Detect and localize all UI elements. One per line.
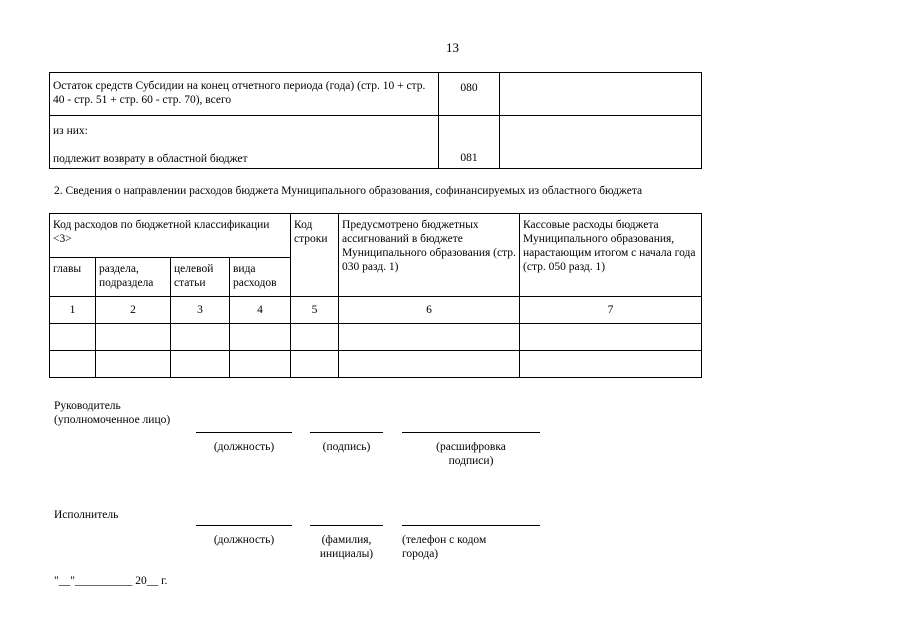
- page-number: 13: [446, 40, 459, 55]
- data-cell[interactable]: [171, 351, 230, 378]
- data-cell[interactable]: [50, 351, 96, 378]
- table-row: [50, 73, 702, 116]
- column-number: 5: [291, 297, 339, 324]
- position-caption: (должность): [213, 534, 275, 546]
- signature-line[interactable]: [196, 525, 292, 526]
- data-cell[interactable]: [339, 351, 520, 378]
- head-label-line1: Руководитель: [54, 400, 121, 412]
- data-cell[interactable]: [520, 324, 702, 351]
- signature-line[interactable]: [196, 432, 292, 433]
- value-cell[interactable]: [500, 73, 702, 116]
- table-row: [50, 116, 702, 169]
- return-to-budget-label: подлежит возврату в областной бюджет: [53, 153, 248, 165]
- data-cell[interactable]: [520, 351, 702, 378]
- table-row: [50, 351, 702, 378]
- return-description: [50, 116, 439, 169]
- phone-caption: (телефон с кодом города): [402, 534, 487, 560]
- data-cell[interactable]: [339, 324, 520, 351]
- column-number: 1: [50, 297, 96, 324]
- subsidy-balance-table: [49, 72, 702, 169]
- head-label-line2: (уполномоченное лицо): [54, 414, 171, 426]
- column-number: 4: [230, 297, 291, 324]
- data-cell[interactable]: [171, 324, 230, 351]
- section-header: раздела, подраздела: [96, 258, 171, 297]
- column-number: 6: [339, 297, 520, 324]
- data-cell[interactable]: [50, 324, 96, 351]
- head-label: [54, 399, 170, 427]
- signature-line[interactable]: [310, 525, 383, 526]
- row-code: 081: [439, 116, 500, 169]
- signature-caption: (подпись): [322, 441, 371, 453]
- column-number: 3: [171, 297, 230, 324]
- data-cell[interactable]: [291, 351, 339, 378]
- expense-type-header: вида расходов: [230, 258, 291, 297]
- table-header-row: [50, 214, 702, 258]
- data-cell[interactable]: [230, 351, 291, 378]
- table-row: [50, 324, 702, 351]
- executor-label: Исполнитель: [54, 509, 119, 521]
- data-cell[interactable]: [230, 324, 291, 351]
- target-article-header: целевой статьи: [171, 258, 230, 297]
- chapter-header: главы: [50, 258, 96, 297]
- name-decoding-caption: (расшифровка подписи): [436, 441, 506, 467]
- budget-classification-header: Код расходов по бюджетной классификации <3>: [50, 214, 291, 258]
- column-number-row: [50, 297, 702, 324]
- row-code: 080: [439, 73, 500, 116]
- value-cell[interactable]: [500, 116, 702, 169]
- signature-line[interactable]: [402, 432, 540, 433]
- section-title: 2. Сведения о направлении расходов бюджета Муниципального образования, софинансируемых из областного бюджета: [54, 185, 643, 197]
- expenses-table: [49, 213, 702, 378]
- signature-line[interactable]: [310, 432, 383, 433]
- data-cell[interactable]: [291, 324, 339, 351]
- signature-line[interactable]: [402, 525, 540, 526]
- cash-expenses-header: Кассовые расходы бюджета Муниципального образования, нарастающим итогом с начала года (стр. 050 разд. 1): [520, 214, 702, 297]
- full-name-caption: (фамилия, инициалы): [319, 534, 374, 560]
- of-which-label: из них:: [53, 125, 88, 137]
- data-cell[interactable]: [96, 351, 171, 378]
- column-number: 2: [96, 297, 171, 324]
- column-number: 7: [520, 297, 702, 324]
- position-caption: (должность): [213, 441, 275, 453]
- balance-description: Остаток средств Субсидии на конец отчетного периода (года) (стр. 10 + стр. 40 - стр. 51 + стр. 60 - стр. 70), всего: [50, 73, 439, 116]
- date-line: "__"__________ 20__ г.: [54, 575, 168, 587]
- data-cell[interactable]: [96, 324, 171, 351]
- row-code-header: Код строки: [291, 214, 339, 297]
- planned-allocations-header: Предусмотрено бюджетных ассигнований в бюджете Муниципального образования (стр. 030 разд. 1): [339, 214, 520, 297]
